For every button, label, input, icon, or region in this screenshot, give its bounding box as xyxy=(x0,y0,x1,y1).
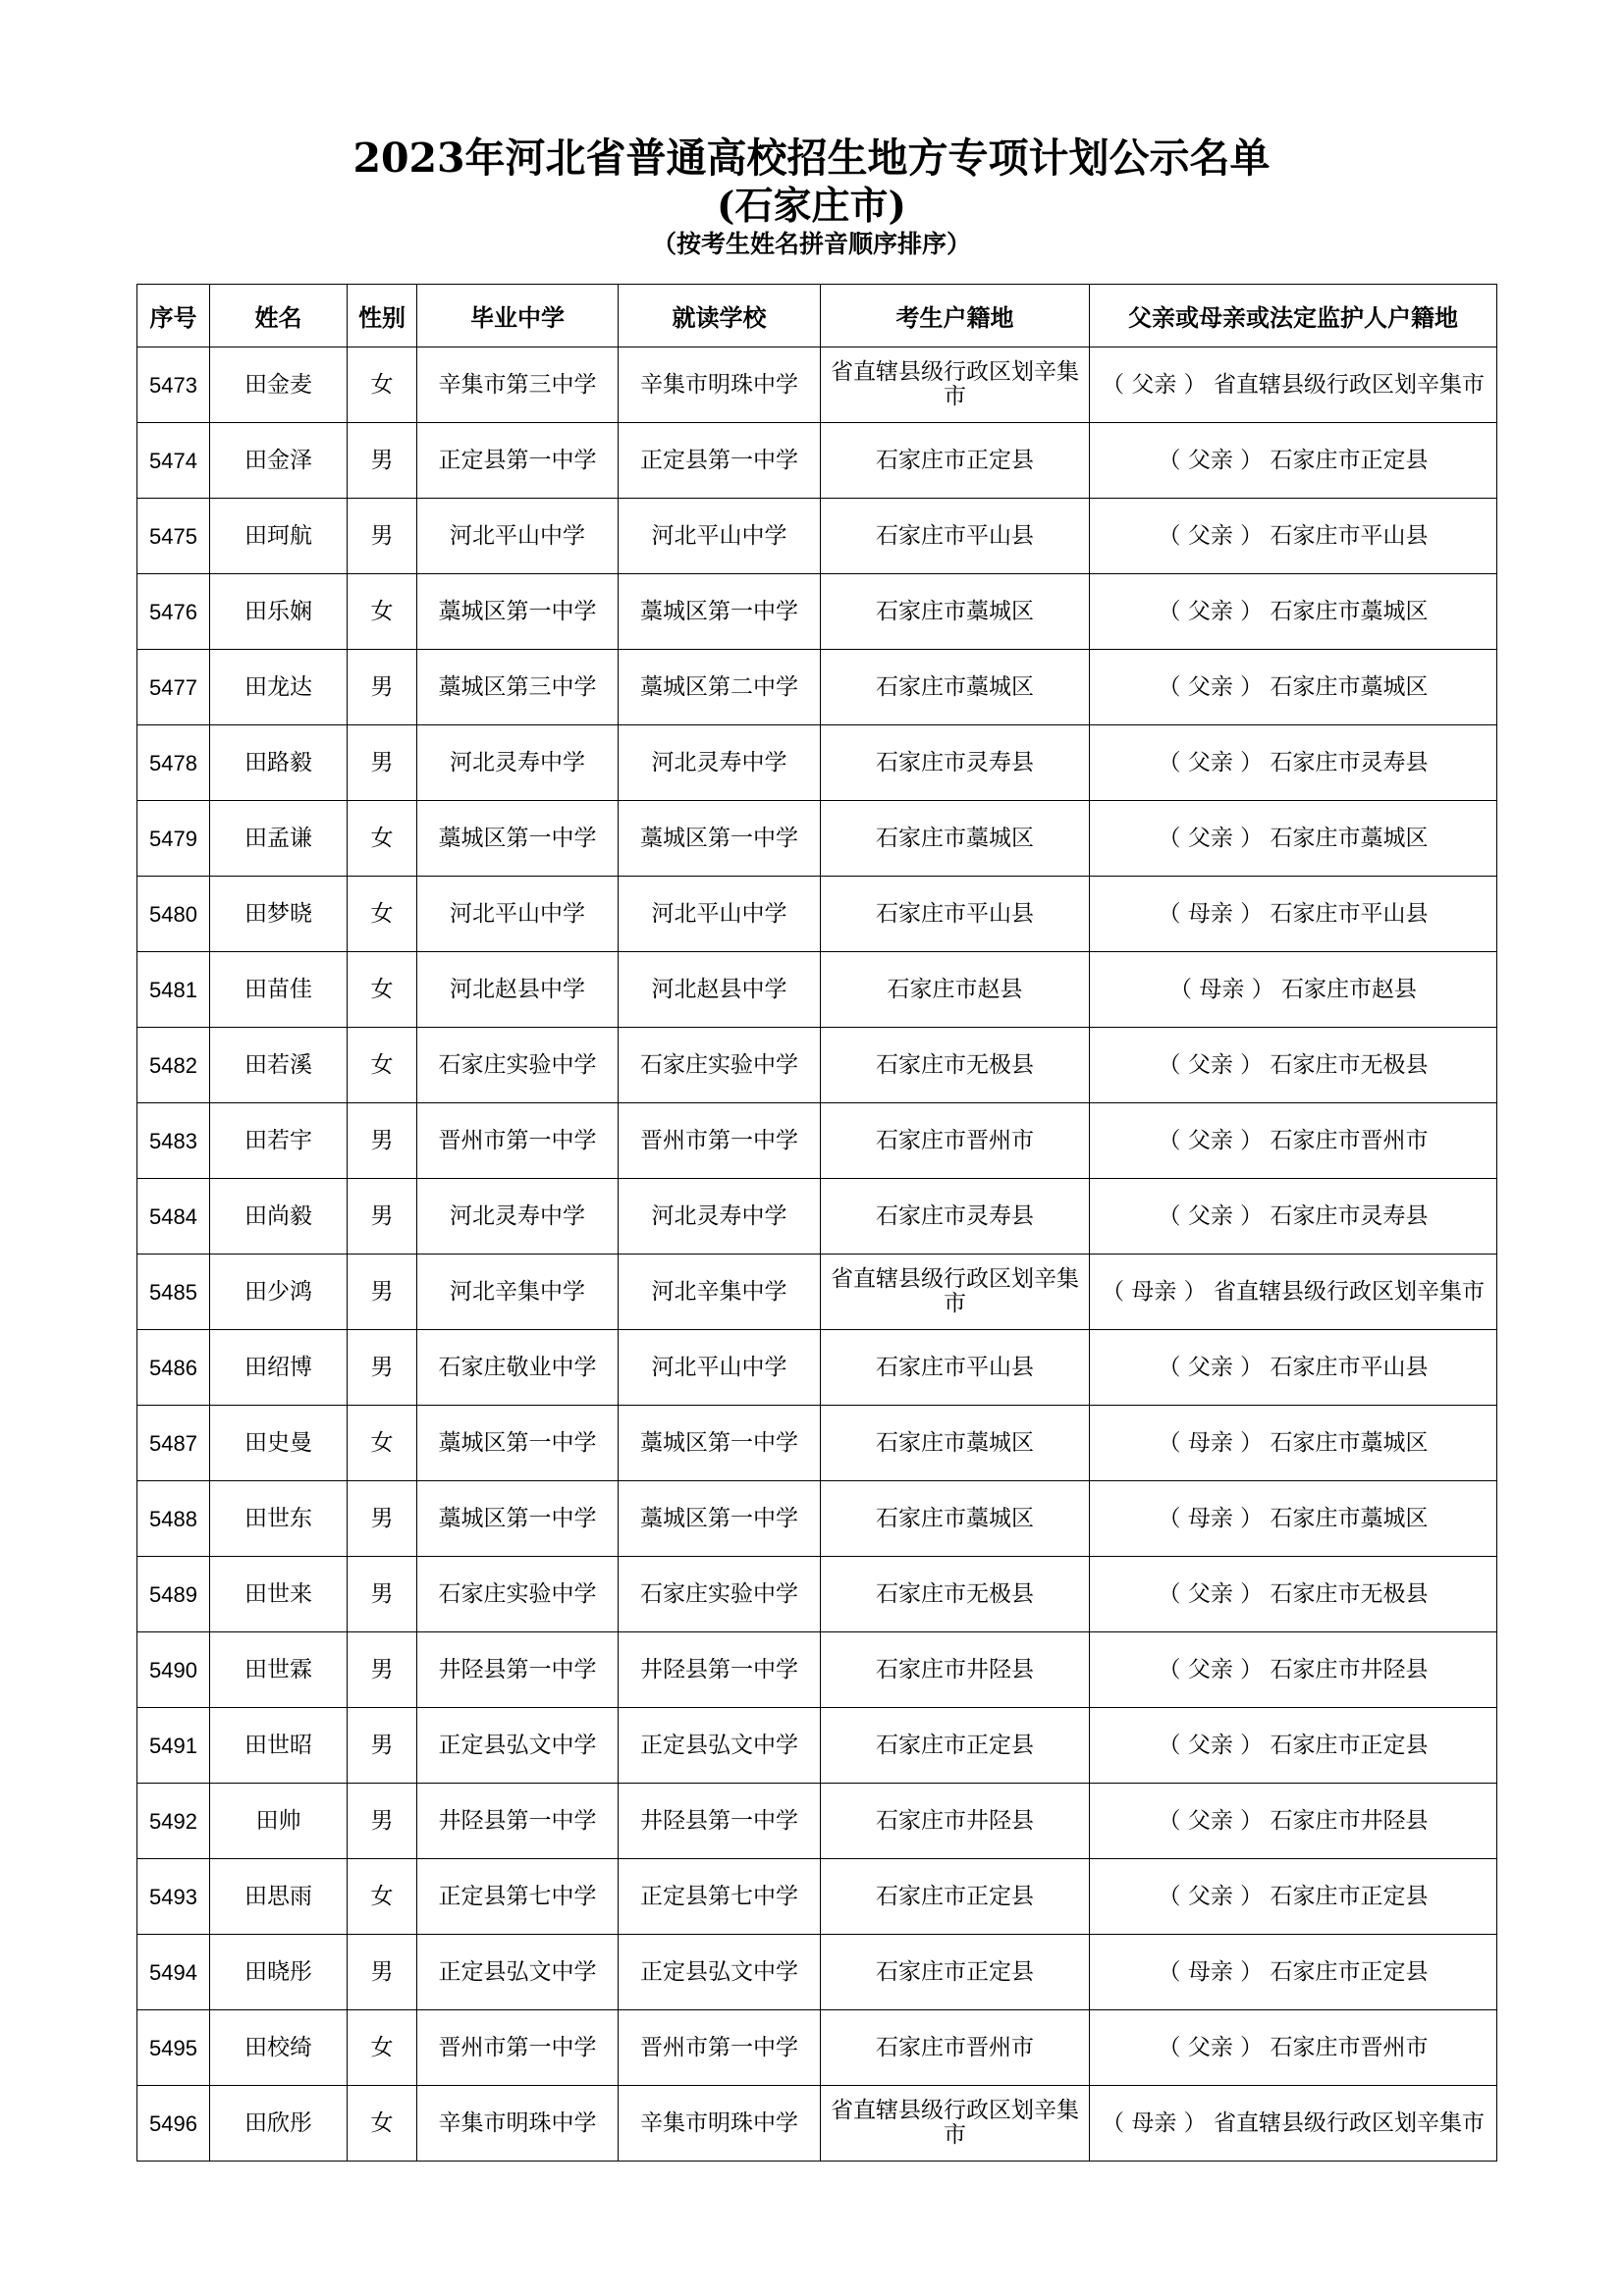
table-row xyxy=(137,1557,1497,1632)
student-hukou-cell: 石家庄市藁城区 xyxy=(821,1481,1090,1557)
table-row xyxy=(137,1179,1497,1255)
name-cell: 田世霖 xyxy=(210,1632,348,1708)
student-hukou-cell: 石家庄市平山县 xyxy=(821,1330,1090,1406)
current-school-cell: 河北灵寿中学 xyxy=(619,725,821,801)
gender-cell: 男 xyxy=(348,423,417,499)
table-header-row xyxy=(137,285,1497,347)
header-current-school: 就读学校 xyxy=(619,285,821,347)
table-row xyxy=(137,650,1497,725)
gender-cell: 女 xyxy=(348,877,417,952)
name-cell: 田思雨 xyxy=(210,1859,348,1935)
graduated-school-cell: 藁城区第一中学 xyxy=(417,1406,619,1481)
current-school-cell: 晋州市第一中学 xyxy=(619,1103,821,1179)
header-student-hukou: 考生户籍地 xyxy=(821,285,1090,347)
table-row xyxy=(137,2086,1497,2162)
gender-cell: 男 xyxy=(348,1708,417,1784)
student-hukou-cell: 省直辖县级行政区划辛集市 xyxy=(821,1255,1090,1330)
seq-cell: 5492 xyxy=(137,1784,210,1859)
current-school-cell: 井陉县第一中学 xyxy=(619,1632,821,1708)
seq-cell: 5480 xyxy=(137,877,210,952)
roster-table xyxy=(136,284,1497,2162)
graduated-school-cell: 正定县第一中学 xyxy=(417,423,619,499)
seq-cell: 5484 xyxy=(137,1179,210,1255)
guardian-hukou-cell: （ 母亲 ） 石家庄市藁城区 xyxy=(1090,1406,1497,1481)
current-school-cell: 石家庄实验中学 xyxy=(619,1557,821,1632)
name-cell: 田若宇 xyxy=(210,1103,348,1179)
name-cell: 田世来 xyxy=(210,1557,348,1632)
guardian-hukou-cell: （ 父亲 ） 石家庄市灵寿县 xyxy=(1090,1179,1497,1255)
current-school-cell: 晋州市第一中学 xyxy=(619,2010,821,2086)
table-row xyxy=(137,1481,1497,1557)
guardian-hukou-cell: （ 母亲 ） 省直辖县级行政区划辛集市 xyxy=(1090,2086,1497,2162)
name-cell: 田孟谦 xyxy=(210,801,348,877)
student-hukou-cell: 石家庄市无极县 xyxy=(821,1557,1090,1632)
guardian-hukou-cell: （ 父亲 ） 省直辖县级行政区划辛集市 xyxy=(1090,347,1497,423)
student-hukou-cell: 石家庄市无极县 xyxy=(821,1028,1090,1103)
seq-cell: 5477 xyxy=(137,650,210,725)
current-school-cell: 河北平山中学 xyxy=(619,1330,821,1406)
graduated-school-cell: 正定县第七中学 xyxy=(417,1859,619,1935)
gender-cell: 男 xyxy=(348,1784,417,1859)
table-row xyxy=(137,725,1497,801)
name-cell: 田史曼 xyxy=(210,1406,348,1481)
seq-cell: 5485 xyxy=(137,1255,210,1330)
gender-cell: 男 xyxy=(348,725,417,801)
name-cell: 田珂航 xyxy=(210,499,348,574)
seq-cell: 5495 xyxy=(137,2010,210,2086)
seq-cell: 5488 xyxy=(137,1481,210,1557)
gender-cell: 男 xyxy=(348,1103,417,1179)
name-cell: 田金泽 xyxy=(210,423,348,499)
current-school-cell: 河北平山中学 xyxy=(619,877,821,952)
guardian-hukou-cell: （ 父亲 ） 石家庄市无极县 xyxy=(1090,1028,1497,1103)
name-cell: 田金麦 xyxy=(210,347,348,423)
graduated-school-cell: 藁城区第一中学 xyxy=(417,1481,619,1557)
seq-cell: 5489 xyxy=(137,1557,210,1632)
gender-cell: 女 xyxy=(348,1028,417,1103)
guardian-hukou-cell: （ 父亲 ） 石家庄市平山县 xyxy=(1090,499,1497,574)
guardian-hukou-cell: （ 父亲 ） 石家庄市无极县 xyxy=(1090,1557,1497,1632)
current-school-cell: 河北赵县中学 xyxy=(619,952,821,1028)
graduated-school-cell: 河北平山中学 xyxy=(417,499,619,574)
sort-note: （按考生姓名拼音顺序排序） xyxy=(651,230,971,258)
gender-cell: 男 xyxy=(348,1632,417,1708)
gender-cell: 男 xyxy=(348,1179,417,1255)
name-cell: 田龙达 xyxy=(210,650,348,725)
gender-cell: 女 xyxy=(348,2086,417,2162)
table-row xyxy=(137,574,1497,650)
seq-cell: 5493 xyxy=(137,1859,210,1935)
seq-cell: 5483 xyxy=(137,1103,210,1179)
current-school-cell: 河北平山中学 xyxy=(619,499,821,574)
name-cell: 田欣彤 xyxy=(210,2086,348,2162)
graduated-school-cell: 辛集市明珠中学 xyxy=(417,2086,619,2162)
gender-cell: 女 xyxy=(348,1859,417,1935)
name-cell: 田帅 xyxy=(210,1784,348,1859)
student-hukou-cell: 石家庄市平山县 xyxy=(821,499,1090,574)
seq-cell: 5496 xyxy=(137,2086,210,2162)
student-hukou-cell: 石家庄市晋州市 xyxy=(821,1103,1090,1179)
gender-cell: 女 xyxy=(348,801,417,877)
current-school-cell: 河北辛集中学 xyxy=(619,1255,821,1330)
gender-cell: 男 xyxy=(348,650,417,725)
name-cell: 田少鸿 xyxy=(210,1255,348,1330)
graduated-school-cell: 河北辛集中学 xyxy=(417,1255,619,1330)
gender-cell: 女 xyxy=(348,574,417,650)
current-school-cell: 藁城区第一中学 xyxy=(619,1481,821,1557)
seq-cell: 5476 xyxy=(137,574,210,650)
graduated-school-cell: 藁城区第一中学 xyxy=(417,574,619,650)
guardian-hukou-cell: （ 父亲 ） 石家庄市藁城区 xyxy=(1090,650,1497,725)
gender-cell: 男 xyxy=(348,499,417,574)
document-subtitle: (石家庄市) xyxy=(717,184,906,229)
guardian-hukou-cell: （ 父亲 ） 石家庄市晋州市 xyxy=(1090,2010,1497,2086)
guardian-hukou-cell: （ 父亲 ） 石家庄市井陉县 xyxy=(1090,1784,1497,1859)
student-hukou-cell: 石家庄市正定县 xyxy=(821,1859,1090,1935)
seq-cell: 5494 xyxy=(137,1935,210,2010)
guardian-hukou-cell: （ 父亲 ） 石家庄市晋州市 xyxy=(1090,1103,1497,1179)
guardian-hukou-cell: （ 母亲 ） 石家庄市平山县 xyxy=(1090,877,1497,952)
current-school-cell: 藁城区第一中学 xyxy=(619,1406,821,1481)
current-school-cell: 河北灵寿中学 xyxy=(619,1179,821,1255)
student-hukou-cell: 石家庄市正定县 xyxy=(821,1708,1090,1784)
table-row xyxy=(137,499,1497,574)
current-school-cell: 藁城区第二中学 xyxy=(619,650,821,725)
name-cell: 田尚毅 xyxy=(210,1179,348,1255)
guardian-hukou-cell: （ 母亲 ） 石家庄市赵县 xyxy=(1090,952,1497,1028)
graduated-school-cell: 河北赵县中学 xyxy=(417,952,619,1028)
current-school-cell: 正定县弘文中学 xyxy=(619,1708,821,1784)
name-cell: 田世昭 xyxy=(210,1708,348,1784)
gender-cell: 男 xyxy=(348,1255,417,1330)
table-row xyxy=(137,1028,1497,1103)
student-hukou-cell: 石家庄市藁城区 xyxy=(821,1406,1090,1481)
table-row xyxy=(137,1632,1497,1708)
graduated-school-cell: 河北平山中学 xyxy=(417,877,619,952)
student-hukou-cell: 石家庄市藁城区 xyxy=(821,801,1090,877)
seq-cell: 5475 xyxy=(137,499,210,574)
gender-cell: 女 xyxy=(348,1406,417,1481)
document-title: 2023年河北省普通高校招生地方专项计划公示名单 xyxy=(352,134,1271,182)
guardian-hukou-cell: （ 母亲 ） 石家庄市藁城区 xyxy=(1090,1481,1497,1557)
current-school-cell: 井陉县第一中学 xyxy=(619,1784,821,1859)
student-hukou-cell: 石家庄市赵县 xyxy=(821,952,1090,1028)
table-body xyxy=(137,347,1497,2162)
name-cell: 田晓彤 xyxy=(210,1935,348,2010)
student-hukou-cell: 石家庄市井陉县 xyxy=(821,1784,1090,1859)
table-row xyxy=(137,801,1497,877)
student-hukou-cell: 石家庄市正定县 xyxy=(821,1935,1090,2010)
table-row xyxy=(137,1255,1497,1330)
student-hukou-cell: 石家庄市灵寿县 xyxy=(821,1179,1090,1255)
student-hukou-cell: 省直辖县级行政区划辛集市 xyxy=(821,347,1090,423)
graduated-school-cell: 藁城区第一中学 xyxy=(417,801,619,877)
table-row xyxy=(137,423,1497,499)
name-cell: 田世东 xyxy=(210,1481,348,1557)
guardian-hukou-cell: （ 父亲 ） 石家庄市正定县 xyxy=(1090,1859,1497,1935)
graduated-school-cell: 井陉县第一中学 xyxy=(417,1632,619,1708)
graduated-school-cell: 河北灵寿中学 xyxy=(417,725,619,801)
seq-cell: 5478 xyxy=(137,725,210,801)
graduated-school-cell: 石家庄敬业中学 xyxy=(417,1330,619,1406)
name-cell: 田乐娴 xyxy=(210,574,348,650)
name-cell: 田梦晓 xyxy=(210,877,348,952)
table-row xyxy=(137,1935,1497,2010)
seq-cell: 5491 xyxy=(137,1708,210,1784)
guardian-hukou-cell: （ 父亲 ） 石家庄市藁城区 xyxy=(1090,574,1497,650)
name-cell: 田若溪 xyxy=(210,1028,348,1103)
table-row xyxy=(137,1708,1497,1784)
gender-cell: 男 xyxy=(348,1330,417,1406)
guardian-hukou-cell: （ 父亲 ） 石家庄市正定县 xyxy=(1090,1708,1497,1784)
graduated-school-cell: 辛集市第三中学 xyxy=(417,347,619,423)
table-row xyxy=(137,952,1497,1028)
seq-cell: 5474 xyxy=(137,423,210,499)
graduated-school-cell: 石家庄实验中学 xyxy=(417,1028,619,1103)
graduated-school-cell: 河北灵寿中学 xyxy=(417,1179,619,1255)
table-row xyxy=(137,1784,1497,1859)
graduated-school-cell: 晋州市第一中学 xyxy=(417,2010,619,2086)
header-gender: 性别 xyxy=(348,285,417,347)
student-hukou-cell: 石家庄市平山县 xyxy=(821,877,1090,952)
table-row xyxy=(137,877,1497,952)
guardian-hukou-cell: （ 父亲 ） 石家庄市正定县 xyxy=(1090,423,1497,499)
current-school-cell: 辛集市明珠中学 xyxy=(619,347,821,423)
current-school-cell: 藁城区第一中学 xyxy=(619,801,821,877)
header-graduated-school: 毕业中学 xyxy=(417,285,619,347)
seq-cell: 5473 xyxy=(137,347,210,423)
seq-cell: 5486 xyxy=(137,1330,210,1406)
current-school-cell: 石家庄实验中学 xyxy=(619,1028,821,1103)
seq-cell: 5479 xyxy=(137,801,210,877)
table-row xyxy=(137,1103,1497,1179)
table-row xyxy=(137,2010,1497,2086)
header-guardian-hukou: 父亲或母亲或法定监护人户籍地 xyxy=(1090,285,1497,347)
guardian-hukou-cell: （ 父亲 ） 石家庄市井陉县 xyxy=(1090,1632,1497,1708)
guardian-hukou-cell: （ 父亲 ） 石家庄市灵寿县 xyxy=(1090,725,1497,801)
student-hukou-cell: 石家庄市藁城区 xyxy=(821,574,1090,650)
student-hukou-cell: 石家庄市井陉县 xyxy=(821,1632,1090,1708)
name-cell: 田苗佳 xyxy=(210,952,348,1028)
gender-cell: 男 xyxy=(348,1481,417,1557)
guardian-hukou-cell: （ 父亲 ） 石家庄市平山县 xyxy=(1090,1330,1497,1406)
guardian-hukou-cell: （ 母亲 ） 石家庄市正定县 xyxy=(1090,1935,1497,2010)
graduated-school-cell: 石家庄实验中学 xyxy=(417,1557,619,1632)
seq-cell: 5482 xyxy=(137,1028,210,1103)
current-school-cell: 辛集市明珠中学 xyxy=(619,2086,821,2162)
guardian-hukou-cell: （ 父亲 ） 石家庄市藁城区 xyxy=(1090,801,1497,877)
name-cell: 田路毅 xyxy=(210,725,348,801)
gender-cell: 女 xyxy=(348,2010,417,2086)
gender-cell: 男 xyxy=(348,1935,417,2010)
graduated-school-cell: 晋州市第一中学 xyxy=(417,1103,619,1179)
table-row xyxy=(137,1330,1497,1406)
current-school-cell: 藁城区第一中学 xyxy=(619,574,821,650)
graduated-school-cell: 正定县弘文中学 xyxy=(417,1935,619,2010)
student-hukou-cell: 石家庄市晋州市 xyxy=(821,2010,1090,2086)
graduated-school-cell: 藁城区第三中学 xyxy=(417,650,619,725)
table-row xyxy=(137,1859,1497,1935)
gender-cell: 男 xyxy=(348,1557,417,1632)
seq-cell: 5481 xyxy=(137,952,210,1028)
graduated-school-cell: 井陉县第一中学 xyxy=(417,1784,619,1859)
gender-cell: 女 xyxy=(348,952,417,1028)
header-name: 姓名 xyxy=(210,285,348,347)
graduated-school-cell: 正定县弘文中学 xyxy=(417,1708,619,1784)
table-row xyxy=(137,1406,1497,1481)
name-cell: 田绍博 xyxy=(210,1330,348,1406)
student-hukou-cell: 石家庄市灵寿县 xyxy=(821,725,1090,801)
header-seq: 序号 xyxy=(137,285,210,347)
guardian-hukou-cell: （ 母亲 ） 省直辖县级行政区划辛集市 xyxy=(1090,1255,1497,1330)
student-hukou-cell: 石家庄市藁城区 xyxy=(821,650,1090,725)
student-hukou-cell: 省直辖县级行政区划辛集市 xyxy=(821,2086,1090,2162)
current-school-cell: 正定县弘文中学 xyxy=(619,1935,821,2010)
current-school-cell: 正定县第一中学 xyxy=(619,423,821,499)
student-hukou-cell: 石家庄市正定县 xyxy=(821,423,1090,499)
seq-cell: 5490 xyxy=(137,1632,210,1708)
seq-cell: 5487 xyxy=(137,1406,210,1481)
table-row xyxy=(137,347,1497,423)
current-school-cell: 正定县第七中学 xyxy=(619,1859,821,1935)
gender-cell: 女 xyxy=(348,347,417,423)
name-cell: 田校绮 xyxy=(210,2010,348,2086)
